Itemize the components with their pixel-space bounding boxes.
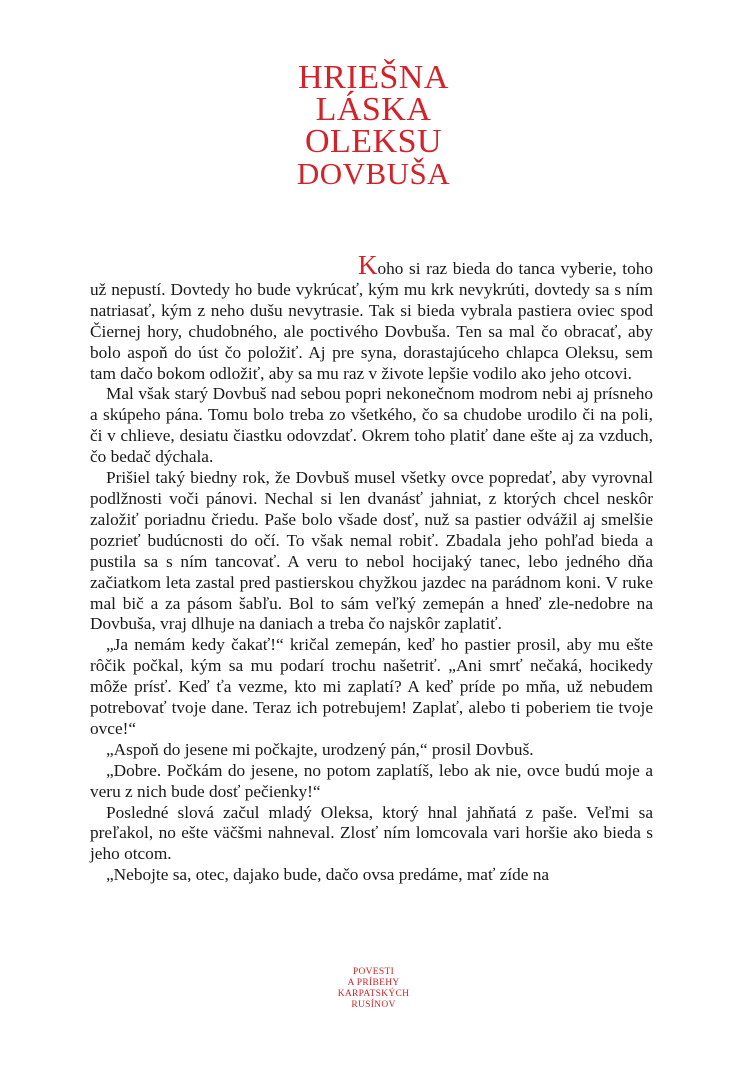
footer-line-4: RUSÍNOV xyxy=(351,1000,396,1010)
paragraph-7: Posledné slová začul mladý Oleksa, ktorý hnal jahňatá z paše. Veľmi sa preľakol, no ešte väčšmi nahneval. Zlosť ním lomcovala vari horšie ako bieda s jeho otcom. xyxy=(90,802,653,864)
paragraph-5: „Aspoň do jesene mi počkajte, urodzený pán,“ prosil Dovbuš. xyxy=(106,739,534,759)
paragraph-3: Prišiel taký biedny rok, že Dovbuš musel všetky ovce popredať, aby vyrovnal podlžnosti voči pánovi. Nechal si len dvanásť jahniat, z ktorých chcel neskôr založiť poriadnu čriedu. Paše bolo všade dosť, nuž sa pastier odvážil aj smelšie pozrieť budúcnosti do očí. To však nemal robiť. Zbadala jeho pohľad bieda a pustila sa s ním tancovať. A veru to nebol hocijaký tanec, lebo jedného dňa začiatkom leta zastal pred pastierskou chyžkou jazdec na parádnom koni. V ruke mal bič a za pásom šabľu. Bol to sám veľký zemepán a hneď zle-nedobre na Dovbuša, vraj dlhuje na daniach a treba čo najskôr zaplatiť. xyxy=(90,468,653,634)
footer-line-1: POVESTI xyxy=(352,967,395,977)
paragraph-8: „Nebojte sa, otec, dajako bude, dačo ovsa predáme, mať zíde na xyxy=(106,865,550,885)
story-body xyxy=(90,250,653,886)
paragraph-4: „Ja nemám kedy čakať!“ kričal zemepán, keď ho pastier prosil, aby mu ešte rôčik počkal, kým sa mu podarí trochu našetriť. „Ani smrť nečaká, hocikedy môže prísť. Keď ťa vezme, kto mi zaplatí? A keď príde po mňa, už nebudem potrebovať tvoje dane. Teraz ich potrebujem! Zaplať, alebo ti poberiem tie tvoje ovce!“ xyxy=(90,635,653,738)
title-line-3: OLEKSU xyxy=(304,123,443,160)
footer-line-3: KARPATSKÝCH xyxy=(337,989,410,999)
drop-cap: K xyxy=(358,250,378,280)
footer-line-2: A PRÍBEHY xyxy=(347,978,400,988)
title-line-2: LÁSKA xyxy=(315,91,432,128)
title-line-4: DOVBUŠA xyxy=(296,156,451,191)
paragraph-2: Mal však starý Dovbuš nad sebou popri nekonečnom modrom nebi aj prísneho a skúpeho pána. Tomu bolo treba zo všetkého, čo sa chudobe urodilo či na poli, či v chlieve, desiatu čiastku odovzdať. Okrem toho platiť dane ešte aj za vzduch, čo bedač dýchala. xyxy=(90,384,653,467)
paragraph-1-text: oho si raz bieda do tanca vyberie, toho už nepustí. Dovtedy ho bude vykrúcať, kým mu krk nevykrúti, dovtedy sa s ním natriasať, kým z neho dušu nevytrasie. Tak si bieda vybrala pastiera oviec spod Čiernej hory, chudobného, ale poctivého Dovbuša. Ten sa mal čo obracať, aby bolo aspoň do úst čo položiť. Aj pre syna, dorastajúceho chlapca Oleksu, sem tam dačo bokom odložiť, aby sa mu raz v živote lepšie vodilo ako jeho otcovi. xyxy=(90,259,653,383)
series-footer xyxy=(0,967,747,1011)
story-title xyxy=(0,59,747,191)
paragraph-6: „Dobre. Počkám do jesene, no potom zaplatíš, lebo ak nie, ovce budú moje a veru z nich bude dosť pečienky!“ xyxy=(90,760,653,801)
title-line-1: HRIEŠNA xyxy=(298,59,449,96)
paragraph-1 xyxy=(90,250,653,384)
